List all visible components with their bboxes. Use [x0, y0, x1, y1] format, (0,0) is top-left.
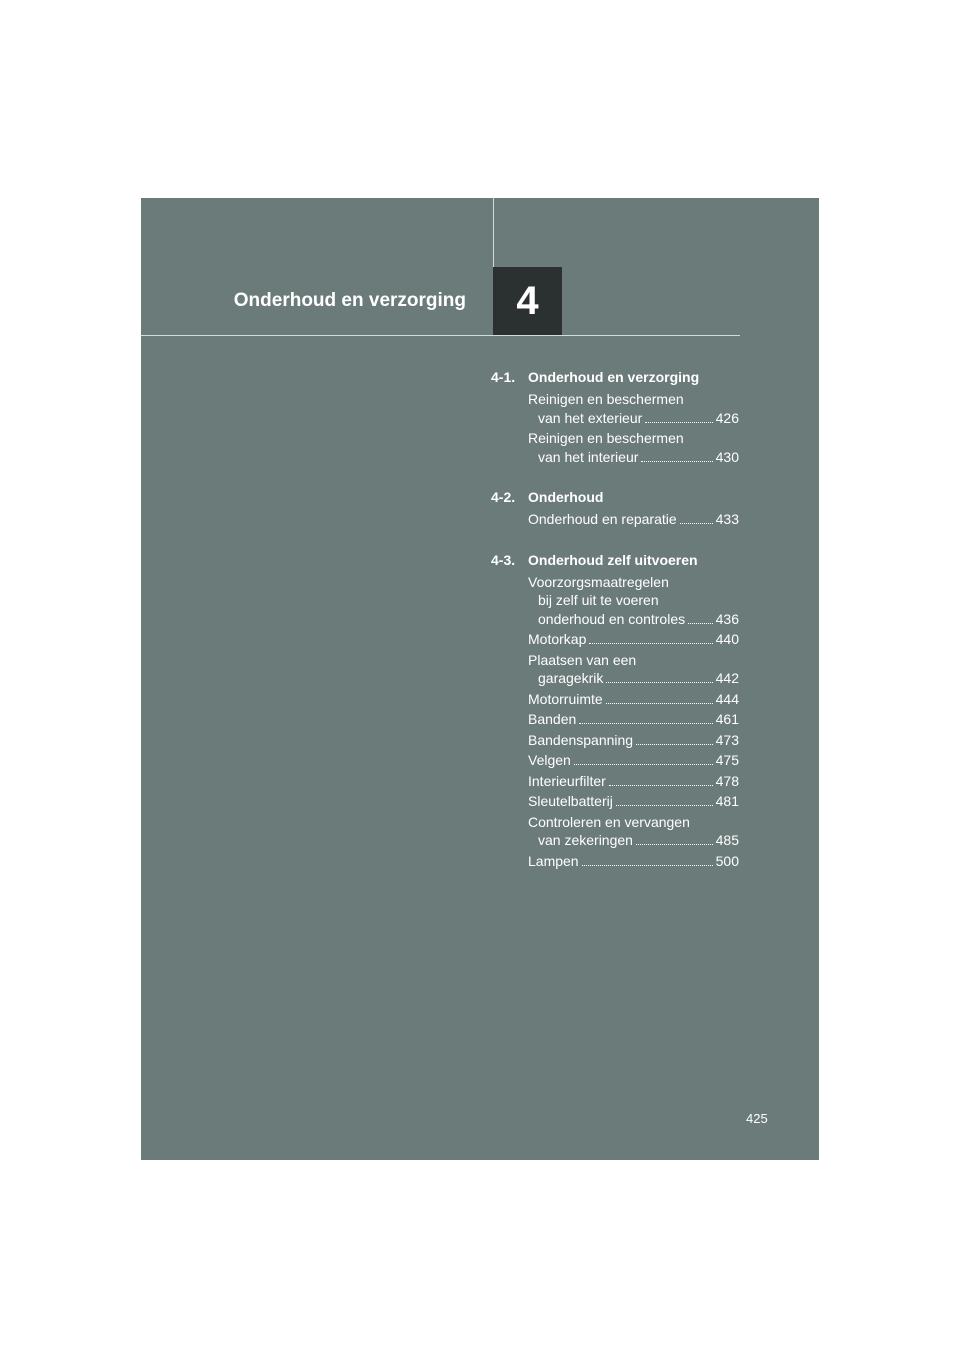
entry-text: Reinigen en beschermen [528, 430, 684, 446]
section-number: 4-2. [491, 489, 516, 505]
dot-leader [636, 744, 713, 745]
table-of-contents [491, 366, 739, 890]
dot-leader [680, 523, 713, 524]
entry-page: 485 [715, 832, 739, 848]
entry-text: Bandenspanning [528, 731, 634, 748]
entry-page: 440 [715, 631, 739, 647]
toc-section [491, 549, 739, 871]
toc-entry[interactable] [528, 751, 739, 770]
section-number: 4-3. [491, 551, 516, 568]
dot-leader [645, 422, 712, 423]
section-title: Onderhoud zelf uitvoeren [528, 551, 698, 568]
toc-entry[interactable] [528, 510, 739, 529]
toc-entry[interactable] [528, 813, 739, 850]
dot-leader [606, 703, 713, 704]
section-title: Onderhoud [528, 489, 604, 505]
dot-leader [579, 723, 712, 724]
toc-entry[interactable] [528, 630, 739, 649]
dot-leader [609, 785, 713, 786]
toc-section [491, 366, 739, 466]
toc-entry[interactable] [528, 772, 739, 791]
entry-text: van het interieur [538, 448, 639, 465]
entry-page: 473 [715, 731, 739, 748]
toc-entry[interactable] [528, 390, 739, 427]
chapter-panel [141, 198, 819, 1160]
entry-page: 481 [715, 793, 739, 809]
entry-text: Reinigen en beschermen [528, 391, 684, 407]
toc-entry[interactable] [528, 792, 739, 811]
dot-leader [582, 865, 713, 866]
section-title: Onderhoud en verzorging [528, 369, 700, 385]
dot-leader [574, 764, 713, 765]
entry-text: Onderhoud en reparatie [528, 511, 677, 527]
entry-page: 461 [715, 711, 739, 727]
toc-entry[interactable] [528, 710, 739, 729]
dot-leader [616, 805, 713, 806]
entry-text: Voorzorgsmaatregelen [528, 573, 669, 590]
entry-page: 475 [715, 752, 739, 768]
entry-text: onderhoud en controles [538, 610, 686, 627]
dot-leader [641, 461, 712, 462]
entry-text: Sleutelbatterij [528, 793, 613, 809]
toc-entry[interactable] [528, 429, 739, 466]
toc-entry[interactable] [528, 651, 739, 688]
chapter-number: 4 [516, 278, 539, 323]
section-heading[interactable] [491, 486, 739, 508]
entry-text: Lampen [528, 852, 579, 869]
toc-entry[interactable] [528, 731, 739, 750]
entry-page: 436 [715, 610, 739, 627]
entry-text: Plaatsen van een [528, 651, 637, 668]
dot-leader [688, 623, 713, 624]
dot-leader [589, 643, 712, 644]
entry-text: garagekrik [538, 670, 604, 686]
toc-entry[interactable] [528, 690, 739, 709]
dot-leader [606, 682, 712, 683]
entry-text: Motorkap [528, 631, 587, 647]
entry-text: Velgen [528, 752, 571, 768]
section-number: 4-1. [491, 369, 516, 385]
entry-text: van het exterieur [538, 409, 643, 426]
entry-text: Motorruimte [528, 690, 603, 707]
vertical-divider [493, 198, 494, 268]
page-number: 425 [746, 1111, 768, 1126]
entry-text: Interieurfilter [528, 772, 606, 789]
entry-page: 444 [715, 690, 739, 707]
horizontal-divider [141, 335, 740, 336]
chapter-number-badge [493, 267, 562, 335]
entry-page: 442 [715, 670, 739, 686]
entry-text: bij zelf uit te voeren [538, 592, 659, 608]
dot-leader [636, 844, 713, 845]
entry-text: van zekeringen [538, 832, 633, 848]
entry-page: 426 [715, 409, 739, 426]
section-heading[interactable] [491, 549, 739, 571]
entry-page: 430 [715, 448, 739, 465]
entry-page: 478 [715, 772, 739, 789]
entry-page: 433 [715, 511, 739, 527]
chapter-title: Onderhoud en verzorging [233, 290, 466, 311]
entry-text: Controleren en vervangen [528, 813, 690, 830]
entry-page: 500 [715, 852, 739, 869]
toc-entry[interactable] [528, 573, 739, 629]
section-heading[interactable] [491, 366, 739, 388]
entry-text: Banden [528, 711, 577, 727]
toc-entry[interactable] [528, 852, 739, 871]
toc-section [491, 486, 739, 529]
